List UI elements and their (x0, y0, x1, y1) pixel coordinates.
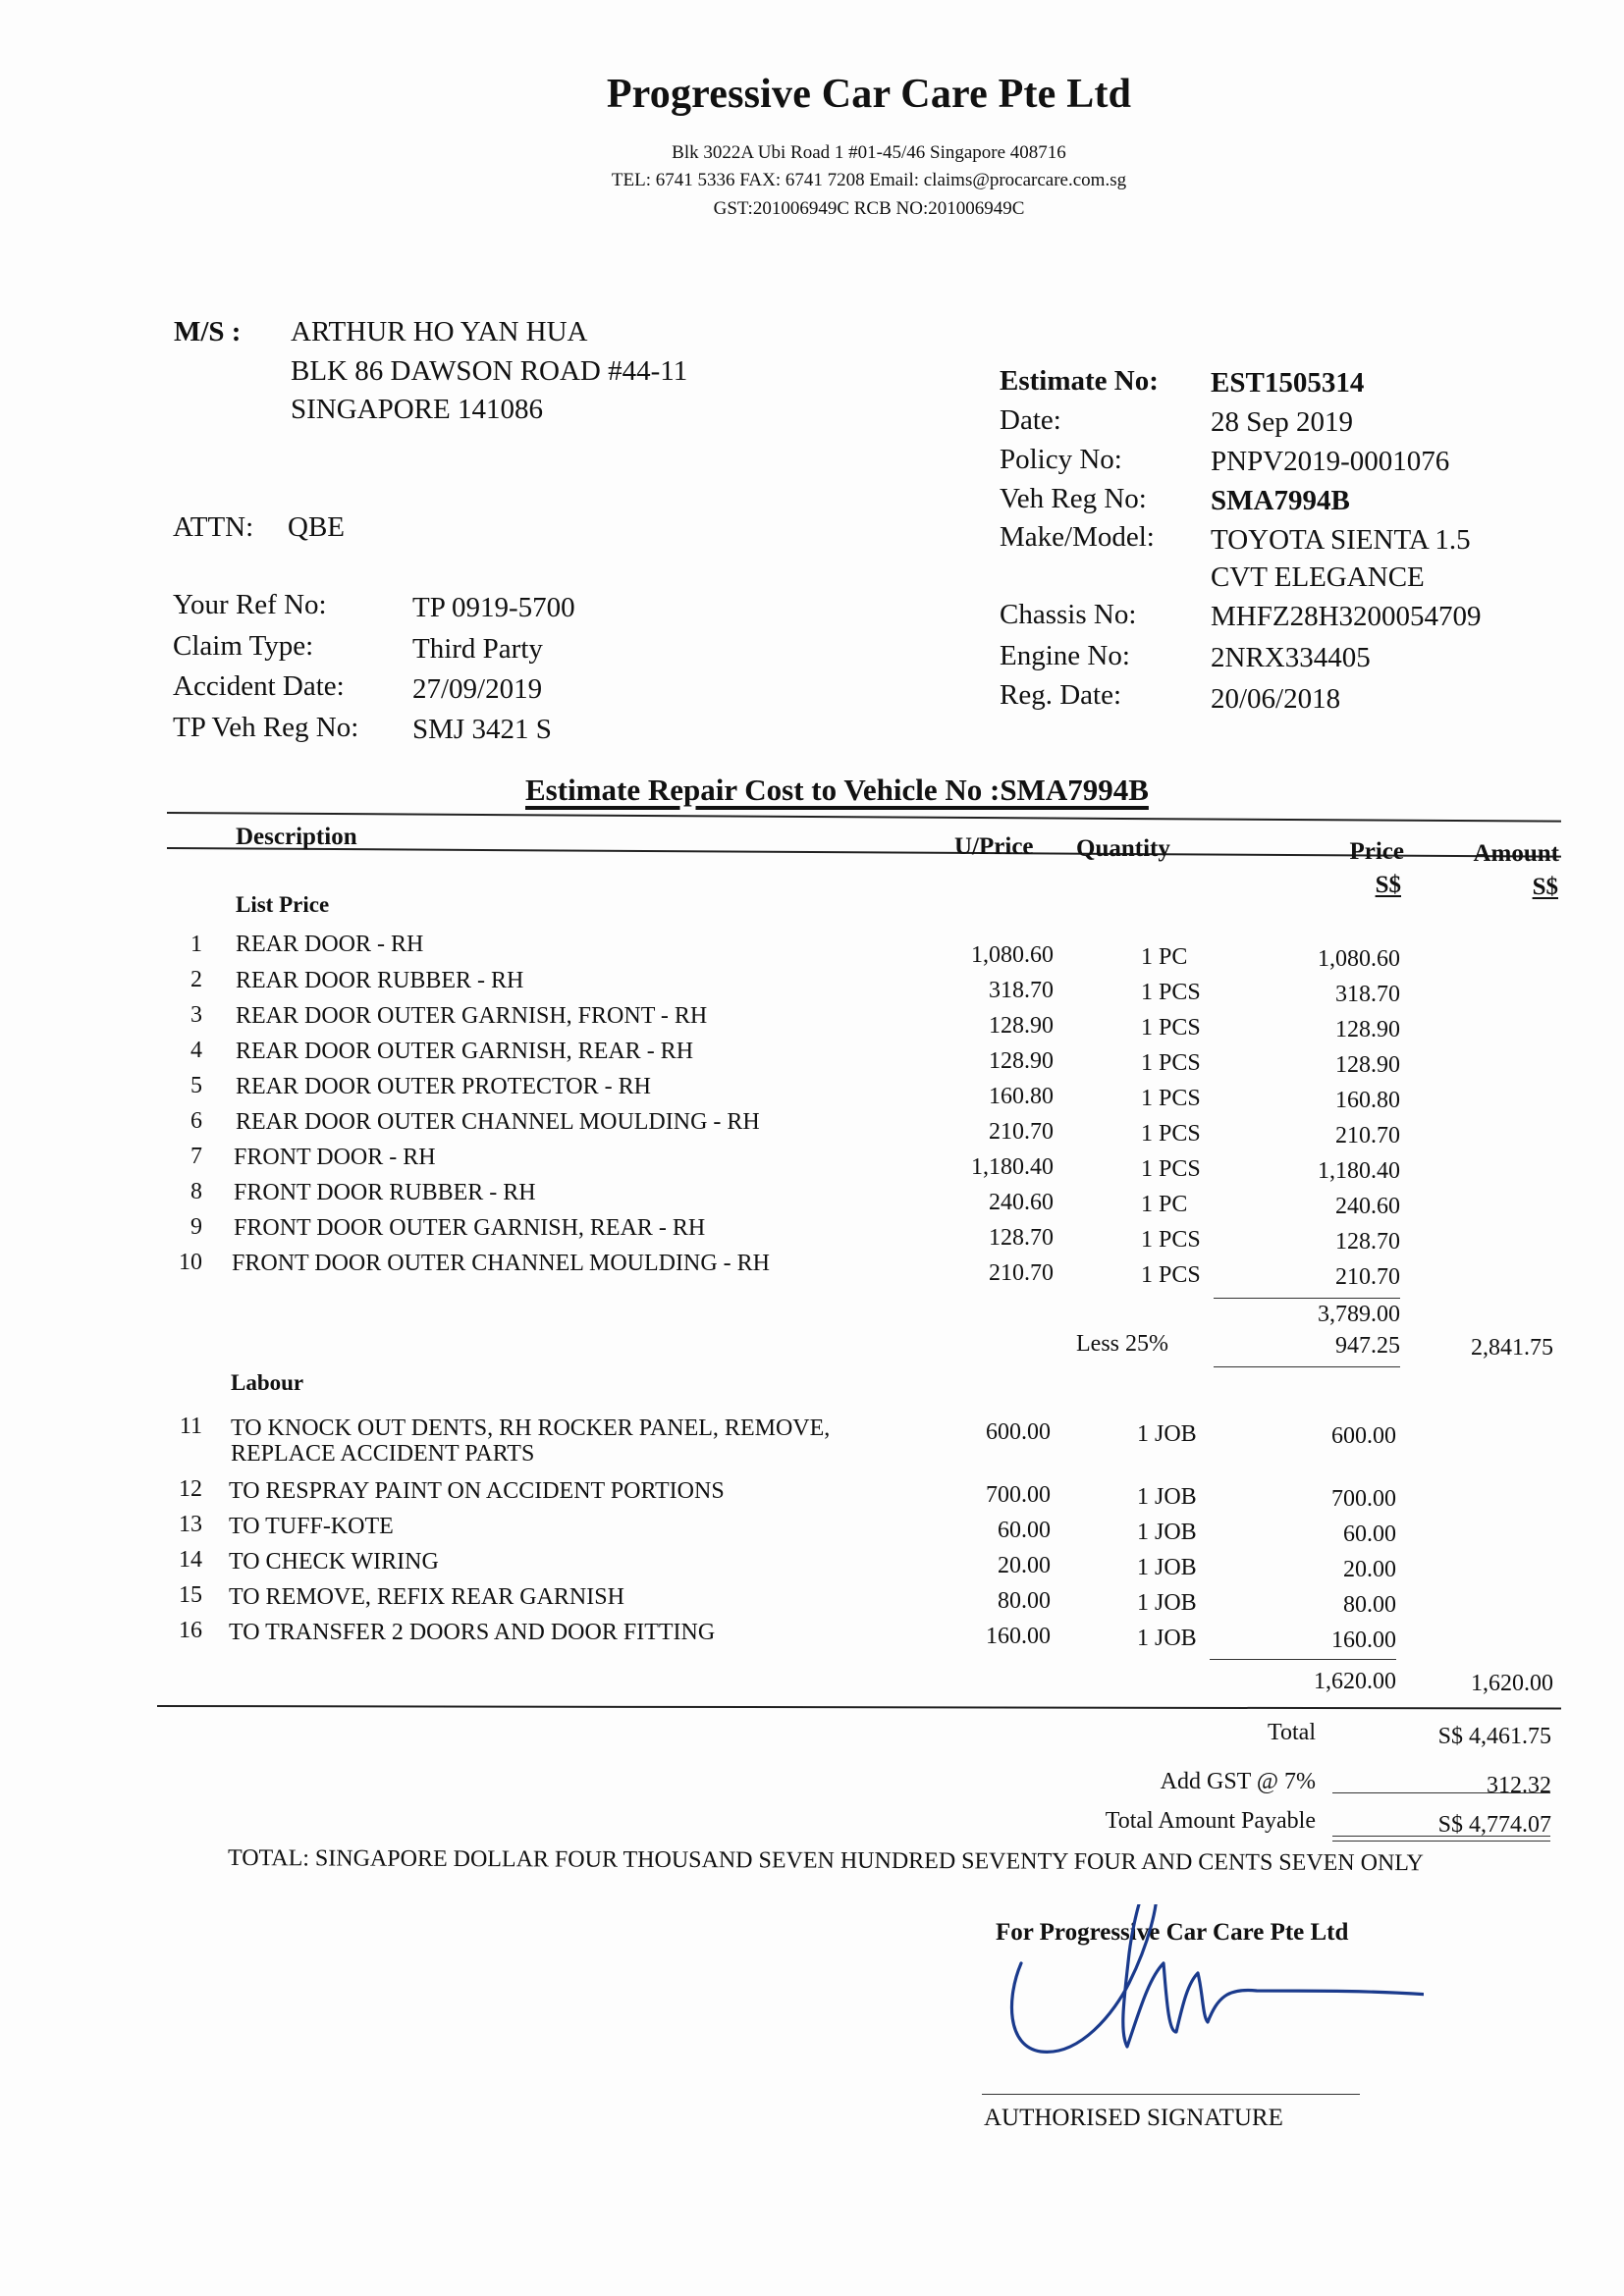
row-qty: 1 PCS (1141, 1156, 1201, 1182)
signature-line (982, 2094, 1360, 2095)
parts-subtotal: 3,789.00 (1318, 1302, 1400, 1327)
table-top-rule (167, 812, 1561, 823)
row-description: TO RESPRAY PAINT ON ACCIDENT PORTIONS (229, 1478, 725, 1504)
row-price: 1,080.60 (1318, 946, 1400, 972)
row-price: 128.70 (1335, 1229, 1400, 1255)
table-bottom-rule (157, 1705, 1561, 1709)
row-uprice: 240.60 (989, 1190, 1054, 1215)
gst-value: 312.32 (1487, 1773, 1551, 1798)
payable-rule-1 (1332, 1836, 1550, 1837)
row-price: 20.00 (1343, 1557, 1396, 1582)
row-qty: 1 JOB (1137, 1421, 1197, 1447)
payable-value: S$ 4,774.07 (1437, 1812, 1551, 1838)
recipient-address-1: BLK 86 DAWSON ROAD #44-11 (291, 355, 688, 387)
row-price: 240.60 (1335, 1194, 1400, 1219)
row-uprice: 128.90 (989, 1048, 1054, 1074)
claim-type-label: Claim Type: (173, 630, 314, 662)
row-price: 128.90 (1335, 1017, 1400, 1042)
estimate-no-label: Estimate No: (1000, 365, 1159, 397)
row-description: TO TUFF-KOTE (229, 1514, 394, 1539)
engine-no-label: Engine No: (1000, 640, 1130, 671)
make-model-value-1: TOYOTA SIENTA 1.5 (1211, 524, 1471, 556)
payable-rule-2 (1332, 1841, 1550, 1842)
reg-date-value: 20/06/2018 (1211, 683, 1341, 715)
row-description: TO REMOVE, REFIX REAR GARNISH (229, 1584, 624, 1610)
policy-no-label: Policy No: (1000, 444, 1122, 475)
authorised-signature-label: AUTHORISED SIGNATURE (984, 2105, 1283, 2131)
company-name: Progressive Car Care Pte Ltd (606, 72, 1132, 117)
row-uprice: 318.70 (989, 978, 1054, 1003)
row-uprice: 1,180.40 (971, 1154, 1054, 1180)
row-number: 2 (190, 967, 202, 992)
labour-subtotal-rule (1210, 1659, 1396, 1660)
discount-rule (1214, 1366, 1400, 1367)
row-uprice: 160.80 (989, 1084, 1054, 1109)
make-model-value-2: CVT ELEGANCE (1211, 561, 1425, 593)
accident-date-value: 27/09/2019 (412, 673, 543, 705)
signature-icon (1001, 1904, 1424, 2081)
attn-value: QBE (288, 511, 345, 543)
labour-amount: 1,620.00 (1471, 1671, 1553, 1696)
row-qty: 1 PCS (1141, 1015, 1201, 1041)
row-number: 4 (190, 1038, 202, 1063)
row-description: TO CHECK WIRING (229, 1549, 439, 1575)
row-price: 128.90 (1335, 1052, 1400, 1078)
col-amount-currency: S$ (1532, 874, 1558, 900)
ref-no-value: TP 0919-5700 (412, 592, 575, 623)
row-number: 1 (190, 932, 202, 957)
for-company-label: For Progressive Car Care Pte Ltd (996, 1919, 1349, 1946)
row-price: 600.00 (1331, 1423, 1396, 1449)
row-number: 6 (190, 1108, 202, 1134)
row-number: 10 (179, 1250, 202, 1275)
company-contact: TEL: 6741 5336 FAX: 6741 7208 Email: claims@procarcare.com.sg (611, 170, 1127, 190)
row-uprice: 60.00 (998, 1518, 1051, 1543)
make-model-label: Make/Model: (1000, 521, 1155, 553)
row-description-cont: REPLACE ACCIDENT PARTS (231, 1441, 535, 1467)
row-number: 15 (179, 1582, 202, 1608)
row-qty: 1 PCS (1141, 1086, 1201, 1111)
total-value: S$ 4,461.75 (1437, 1724, 1551, 1749)
row-uprice: 210.70 (989, 1260, 1054, 1286)
row-qty: 1 PCS (1141, 1262, 1201, 1288)
row-price: 1,180.40 (1318, 1158, 1400, 1184)
tp-veh-reg-value: SMJ 3421 S (412, 714, 552, 745)
col-description: Description (236, 824, 357, 850)
row-qty: 1 PC (1141, 1192, 1188, 1217)
accident-date-label: Accident Date: (173, 670, 345, 702)
row-number: 5 (190, 1073, 202, 1098)
row-price: 160.80 (1335, 1088, 1400, 1113)
row-description: REAR DOOR OUTER GARNISH, FRONT - RH (236, 1003, 708, 1029)
row-description: FRONT DOOR OUTER CHANNEL MOULDING - RH (232, 1251, 770, 1276)
company-address: Blk 3022A Ubi Road 1 #01-45/46 Singapore 408716 (672, 142, 1066, 163)
labour-heading: Labour (231, 1370, 304, 1395)
row-uprice: 600.00 (986, 1419, 1051, 1445)
row-uprice: 1,080.60 (971, 942, 1054, 968)
gst-rule (1332, 1792, 1550, 1793)
parts-subtotal-rule (1214, 1298, 1400, 1299)
row-price: 318.70 (1335, 982, 1400, 1007)
veh-reg-label: Veh Reg No: (1000, 483, 1147, 514)
row-qty: 1 PCS (1141, 1227, 1201, 1253)
row-price: 210.70 (1335, 1123, 1400, 1148)
col-amount: Amount (1473, 840, 1559, 867)
row-qty: 1 JOB (1137, 1590, 1197, 1616)
row-description: REAR DOOR - RH (236, 932, 424, 957)
row-number: 14 (179, 1547, 202, 1573)
row-uprice: 128.70 (989, 1225, 1054, 1251)
row-uprice: 210.70 (989, 1119, 1054, 1145)
row-number: 7 (190, 1144, 202, 1169)
gst-label: Add GST @ 7% (1160, 1769, 1316, 1794)
row-number: 13 (179, 1512, 202, 1537)
engine-no-value: 2NRX334405 (1211, 642, 1371, 673)
row-uprice: 128.90 (989, 1013, 1054, 1039)
chassis-no-label: Chassis No: (1000, 599, 1137, 630)
row-number: 11 (179, 1414, 202, 1439)
ref-no-label: Your Ref No: (173, 589, 327, 620)
row-qty: 1 PCS (1141, 1050, 1201, 1076)
policy-no-value: PNPV2019-0001076 (1211, 446, 1450, 477)
row-price: 80.00 (1343, 1592, 1396, 1618)
row-number: 3 (190, 1002, 202, 1028)
date-value: 28 Sep 2019 (1211, 406, 1353, 438)
labour-subtotal: 1,620.00 (1314, 1669, 1396, 1694)
row-qty: 1 PCS (1141, 980, 1201, 1005)
row-description: FRONT DOOR - RH (234, 1145, 436, 1170)
row-qty: 1 JOB (1137, 1555, 1197, 1580)
discount-label: Less 25% (1076, 1331, 1168, 1357)
row-price: 160.00 (1331, 1628, 1396, 1653)
row-uprice: 20.00 (998, 1553, 1051, 1578)
row-description: FRONT DOOR RUBBER - RH (234, 1180, 536, 1205)
col-price: Price (1349, 838, 1404, 865)
estimate-no-value: EST1505314 (1211, 367, 1365, 399)
veh-reg-value: SMA7994B (1211, 485, 1350, 516)
row-number: 8 (190, 1179, 202, 1204)
row-number: 9 (190, 1214, 202, 1240)
parts-amount: 2,841.75 (1471, 1335, 1553, 1361)
row-description: FRONT DOOR OUTER GARNISH, REAR - RH (234, 1215, 706, 1241)
row-description: TO TRANSFER 2 DOORS AND DOOR FITTING (229, 1620, 716, 1645)
row-price: 210.70 (1335, 1264, 1400, 1290)
total-in-words: TOTAL: SINGAPORE DOLLAR FOUR THOUSAND SEVEN HUNDRED SEVENTY FOUR AND CENTS SEVEN ONLY (227, 1845, 1424, 1877)
row-price: 700.00 (1331, 1486, 1396, 1512)
row-number: 16 (179, 1618, 202, 1643)
row-number: 12 (179, 1476, 202, 1502)
row-qty: 1 PCS (1141, 1121, 1201, 1147)
list-price-heading: List Price (236, 892, 330, 917)
col-price-currency: S$ (1375, 872, 1401, 898)
row-qty: 1 PC (1141, 944, 1188, 970)
row-uprice: 80.00 (998, 1588, 1051, 1614)
row-qty: 1 JOB (1137, 1626, 1197, 1651)
row-uprice: 700.00 (986, 1482, 1051, 1508)
col-quantity: Quantity (1076, 835, 1170, 862)
tp-veh-reg-label: TP Veh Reg No: (173, 712, 359, 743)
reg-date-label: Reg. Date: (1000, 679, 1122, 711)
attn-label: ATTN: (173, 511, 254, 543)
claim-type-value: Third Party (412, 633, 543, 665)
row-description: REAR DOOR RUBBER - RH (236, 968, 524, 993)
recipient-name: ARTHUR HO YAN HUA (291, 316, 588, 347)
row-description: TO KNOCK OUT DENTS, RH ROCKER PANEL, REMOVE, (231, 1415, 831, 1441)
ms-label: M/S : (174, 316, 242, 347)
estimate-table-title: Estimate Repair Cost to Vehicle No :SMA7994B (525, 773, 1149, 807)
chassis-no-value: MHFZ28H3200054709 (1211, 601, 1482, 632)
col-uprice: U/Price (954, 833, 1034, 860)
discount-value: 947.25 (1335, 1333, 1400, 1359)
date-label: Date: (1000, 404, 1061, 436)
company-registration: GST:201006949C RCB NO:201006949C (713, 198, 1025, 219)
row-description: REAR DOOR OUTER CHANNEL MOULDING - RH (236, 1109, 760, 1135)
row-uprice: 160.00 (986, 1624, 1051, 1649)
payable-label: Total Amount Payable (1105, 1808, 1316, 1834)
row-description: REAR DOOR OUTER GARNISH, REAR - RH (236, 1039, 694, 1064)
row-price: 60.00 (1343, 1522, 1396, 1547)
row-description: REAR DOOR OUTER PROTECTOR - RH (236, 1074, 651, 1099)
total-label: Total (1268, 1720, 1316, 1745)
row-qty: 1 JOB (1137, 1484, 1197, 1510)
row-qty: 1 JOB (1137, 1520, 1197, 1545)
recipient-address-2: SINGAPORE 141086 (291, 394, 543, 425)
